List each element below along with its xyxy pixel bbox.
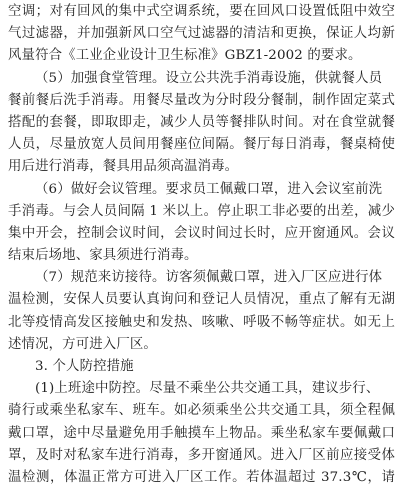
body-line: 餐前餐后洗手消毒。用餐尽量改为分时段分餐制，制作固定菜式 — [8, 92, 395, 108]
body-line: 搭配的套餐，即取即走，减少人员等餐排队时间。对在食堂就餐 — [8, 114, 395, 130]
section-item-7: （7）规范来访接待。访客须佩戴口罩，进入厂区应进行体 — [35, 270, 383, 286]
body-line: 温检测，体温正常方可进入厂区工作。若体温超过 37.3℃，请 — [8, 469, 395, 485]
body-line: 罩，及时对私家车进行消毒，多开窗通风。进入厂区前应接受体 — [8, 447, 395, 463]
body-line: 人员，尽量放宽人员间用餐座位间隔。餐厅每日消毒，餐桌椅使 — [8, 137, 395, 153]
body-line: 结束后场地、家具须进行消毒。 — [8, 248, 198, 264]
body-line: 骑行或乘坐私家车、班车。如必须乘坐公共交通工具，须全程佩 — [8, 403, 395, 419]
section-item-5: （5）加强食堂管理。设立公共洗手消毒设施，供就餐人员 — [35, 70, 383, 86]
section-heading: 3. 个人防控措施 — [35, 359, 134, 374]
body-line: 用后进行消毒，餐具用品须高温消毒。 — [8, 159, 239, 175]
body-line: 述情况，方可进入厂区。 — [8, 336, 157, 352]
body-line: 手消毒。与会人员间隔 1 米以上。停止职工非必要的出差，减少 — [8, 203, 395, 219]
section-item-6: （6）做好会议管理。要求员工佩戴口罩，进入会议室前洗 — [35, 181, 383, 197]
body-line: 风量符合《工业企业设计卫生标准》GBZ1-2002 的要求。 — [8, 48, 362, 64]
body-line: 北等疫情高发区接触史和发热、咳嗽、呼吸不畅等症状。如无上 — [8, 314, 395, 330]
body-line: 温检测，安保人员要认真询问和登记人员情况，重点了解有无湖 — [8, 292, 395, 308]
body-line: 空调；对有回风的集中式空调系统，要在回风口设置低阻中效空 — [8, 4, 395, 19]
section-item-1: (1)上班途中防控。尽量不乘坐公共交通工具，建议步行、 — [35, 381, 380, 397]
body-line: 戴口罩，途中尽量避免用手触摸车上物品。乘坐私家车要佩戴口 — [8, 425, 395, 441]
body-line: 气过滤器，并加强新风口空气过滤器的清洁和更换，保证人均新 — [8, 26, 395, 42]
body-line: 集中开会，控制会议时间，会议时间过长时，应开窗通风。会议 — [8, 225, 395, 241]
